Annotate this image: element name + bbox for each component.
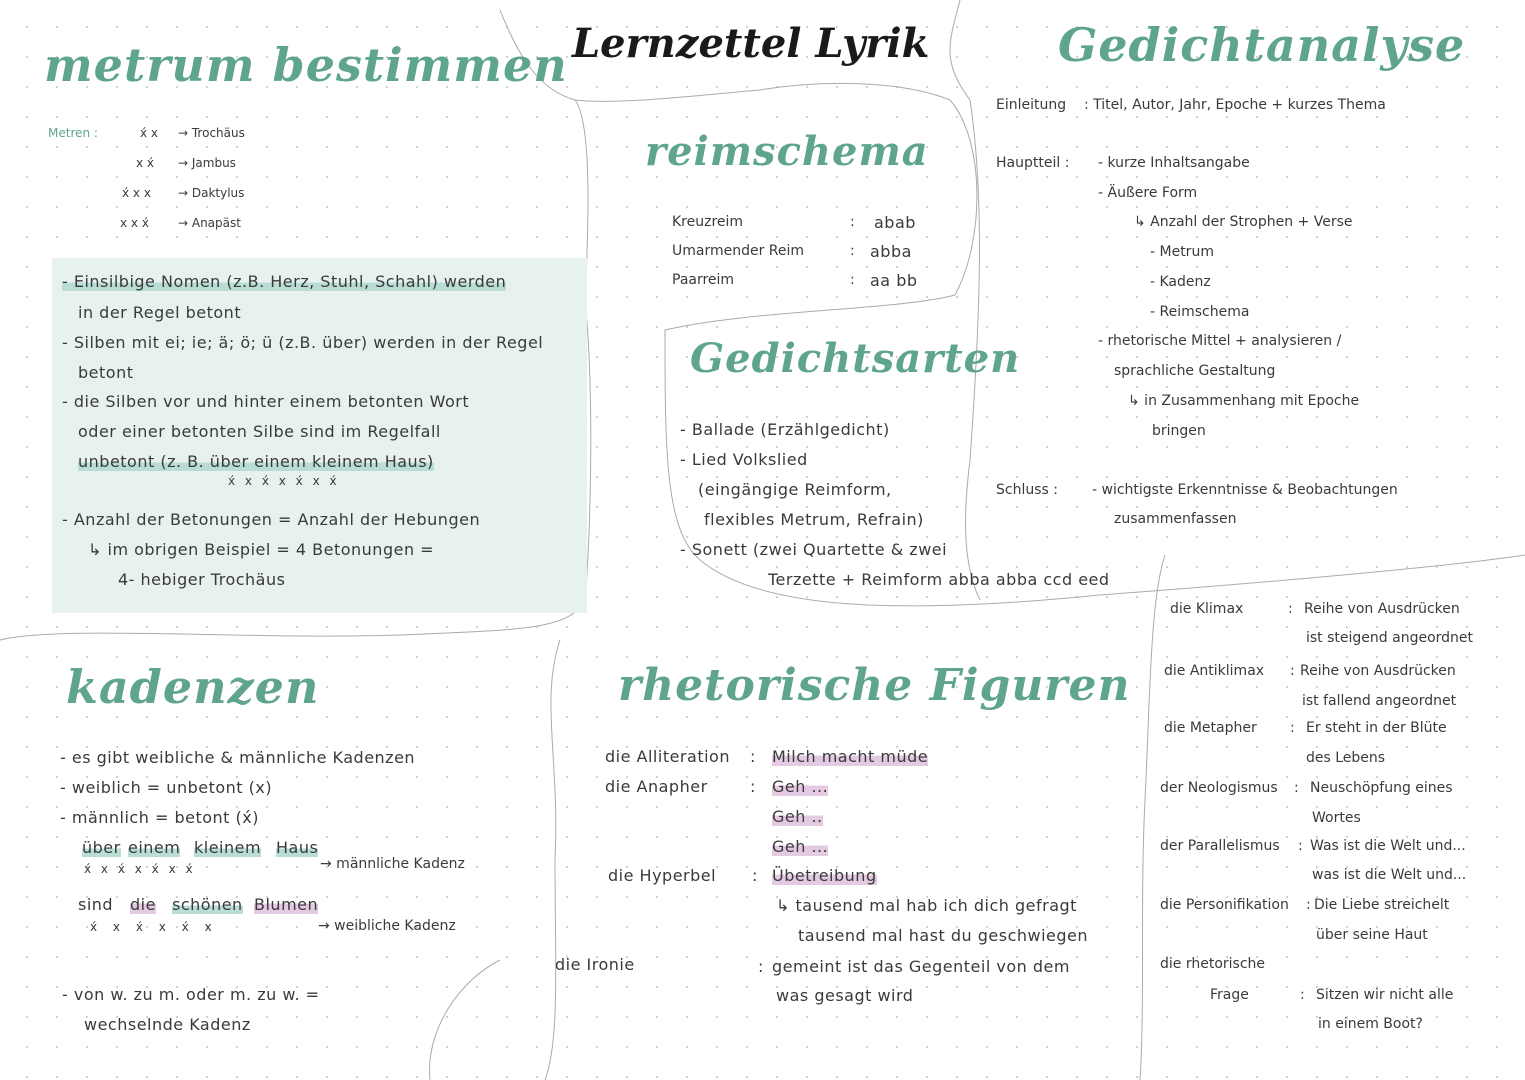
figure-example: Geh ...	[772, 837, 829, 856]
kadenz-line: - weiblich = unbetont (x)	[60, 778, 273, 797]
figure-example: Was ist die Welt und...	[1310, 838, 1466, 854]
schluss-label: Schluss :	[996, 482, 1058, 498]
rule-line: unbetont (z. B. über einem kleinem Haus)	[78, 452, 434, 471]
hebungen-line: - Anzahl der Betonungen = Anzahl der Hebungen	[62, 510, 481, 529]
rhetorik-title: rhetorische Figuren	[618, 660, 1131, 711]
gedichtsart-line: flexibles Metrum, Refrain)	[704, 510, 924, 529]
figure-sep: :	[1298, 838, 1303, 854]
figure-term: Frage	[1210, 987, 1249, 1003]
hauptteil-line: sprachliche Gestaltung	[1114, 363, 1276, 379]
hebungen-line: ↳ im obrigen Beispiel = 4 Betonungen =	[88, 540, 435, 559]
hauptteil-line: - Äußere Form	[1098, 185, 1198, 201]
figure-term: die rhetorische	[1160, 956, 1266, 972]
divider-klimax	[1140, 555, 1165, 1080]
figure-example: Sitzen wir nicht alle	[1316, 987, 1454, 1003]
reim-name: Paarreim	[672, 272, 735, 288]
figure-example: über seine Haut	[1316, 927, 1428, 943]
figure-sep: :	[1306, 897, 1311, 913]
hauptteil-line: - rhetorische Mittel + analysieren /	[1098, 333, 1342, 349]
figure-example: Geh ..	[772, 807, 823, 826]
example-word: sind	[78, 895, 114, 914]
reimschema-title: reimschema	[645, 128, 929, 175]
figure-example: was gesagt wird	[776, 986, 914, 1005]
kadenz-line: - es gibt weibliche & männliche Kadenzen	[60, 748, 416, 767]
figure-example: Er steht in der Blüte	[1306, 720, 1447, 736]
reim-scheme: aa bb	[870, 271, 918, 290]
wechsel-line: - von w. zu m. oder m. zu w. =	[62, 985, 320, 1004]
gedichtsart-line: - Sonett (zwei Quartette & zwei	[680, 540, 948, 559]
divider-gedichtanalyse	[950, 0, 980, 600]
gedichtsart-line: - Lied Volkslied	[680, 450, 808, 469]
figure-term: die Hyperbel	[608, 866, 717, 885]
figure-example: Reihe von Ausdrücken	[1304, 601, 1460, 617]
reim-sep: :	[850, 272, 855, 288]
example-word: die	[130, 895, 156, 914]
rule-line: - Silben mit ei; ie; ä; ö; ü (z.B. über) werden in der Regel	[62, 333, 544, 352]
figure-sep: :	[750, 777, 756, 796]
wechsel-line: wechselnde Kadenz	[84, 1015, 251, 1034]
metrum-name: → Daktylus	[178, 186, 245, 200]
figure-example: ist fallend angeordnet	[1302, 693, 1457, 709]
figure-term: die Metapher	[1164, 720, 1257, 736]
metrum-title: metrum bestimmen	[44, 38, 568, 92]
hebungen-line: 4- hebiger Trochäus	[118, 570, 286, 589]
figure-term: der Parallelismus	[1160, 838, 1280, 854]
figure-example: Reihe von Ausdrücken	[1300, 663, 1456, 679]
gedichtsart-line: Terzette + Reimform abba abba ccd eed	[768, 570, 1110, 589]
metrum-name: → Anapäst	[178, 216, 241, 230]
figure-term: die Klimax	[1170, 601, 1244, 617]
example-word: Haus	[276, 838, 319, 857]
example-word: Blumen	[254, 895, 319, 914]
figure-term: die Antiklimax	[1164, 663, 1265, 679]
figure-sep: :	[752, 866, 758, 885]
schluss-line: - wichtigste Erkenntnisse & Beobachtungen	[1092, 482, 1398, 498]
reim-name: Kreuzreim	[672, 214, 744, 230]
figure-sep: :	[750, 747, 756, 766]
metrum-name: → Jambus	[178, 156, 236, 170]
figure-example: Neuschöpfung eines	[1310, 780, 1453, 796]
figure-sep: :	[1294, 780, 1299, 796]
hauptteil-label: Hauptteil :	[996, 155, 1070, 171]
metrum-pattern: x x x́	[120, 216, 149, 230]
reim-name: Umarmender Reim	[672, 243, 805, 259]
figure-sep: :	[758, 957, 764, 976]
figure-example: was ist die Welt und...	[1312, 867, 1467, 883]
metren-label: Metren :	[48, 126, 98, 140]
kadenz-label: → männliche Kadenz	[320, 856, 465, 872]
divider-rhetorik	[545, 640, 560, 1080]
metrum-pattern: x́ x	[140, 126, 159, 140]
hauptteil-line: - kurze Inhaltsangabe	[1098, 155, 1250, 171]
hauptteil-line: - Metrum	[1150, 244, 1214, 260]
schluss-line: zusammenfassen	[1114, 511, 1237, 527]
reim-sep: :	[850, 214, 855, 230]
stress-marks: x́ x x́ x x́ x x́	[228, 474, 340, 488]
figure-example: Milch macht müde	[772, 747, 929, 766]
figure-example: in einem Boot?	[1318, 1016, 1423, 1032]
figure-term: die Anapher	[605, 777, 708, 796]
einleitung-text: : Titel, Autor, Jahr, Epoche + kurzes Thema	[1084, 97, 1386, 113]
figure-sep: :	[1288, 601, 1293, 617]
figure-example: gemeint ist das Gegenteil von dem	[772, 957, 1070, 976]
rule-line: oder einer betonten Silbe sind im Regelfall	[78, 422, 441, 441]
figure-sep: :	[1290, 663, 1295, 679]
figure-example: des Lebens	[1306, 750, 1386, 766]
rule-line: in der Regel betont	[78, 303, 242, 322]
reim-scheme: abab	[874, 213, 916, 232]
gedichtsart-line: - Ballade (Erzählgedicht)	[680, 420, 890, 439]
kadenz-line: - männlich = betont (x́)	[60, 808, 259, 827]
figure-example: Geh ...	[772, 777, 829, 796]
figure-example: Übetreibung	[772, 866, 877, 885]
stress-marks: x́ x x́ x x́ x x́	[84, 862, 196, 876]
page-title: Lernzettel Lyrik	[572, 20, 930, 67]
gedichtanalyse-title: Gedichtanalyse	[1058, 18, 1466, 72]
metrum-pattern: x x́	[136, 156, 155, 170]
gedichtsarten-title: Gedichtsarten	[690, 335, 1021, 382]
example-word: kleinem	[194, 838, 262, 857]
hauptteil-line: ↳ in Zusammenhang mit Epoche	[1128, 393, 1360, 409]
example-word: einem	[128, 838, 181, 857]
metrum-pattern: x́ x x	[122, 186, 151, 200]
hauptteil-line: - Reimschema	[1150, 304, 1250, 320]
figure-example: Die Liebe streichelt	[1314, 897, 1450, 913]
gedichtsart-line: (eingängige Reimform,	[698, 480, 892, 499]
reim-sep: :	[850, 243, 855, 259]
kadenzen-title: kadenzen	[66, 660, 320, 714]
rule-line: - Einsilbige Nomen (z.B. Herz, Stuhl, Schahl) werden	[62, 272, 507, 291]
figure-term: die Personifikation	[1160, 897, 1289, 913]
example-word: über	[82, 838, 121, 857]
figure-example: Wortes	[1312, 810, 1361, 826]
kadenz-label: → weibliche Kadenz	[318, 918, 456, 934]
stress-marks: x́ x x́ x x́ x	[90, 920, 218, 934]
hauptteil-line: bringen	[1152, 423, 1206, 439]
figure-example: ist steigend angeordnet	[1306, 630, 1474, 646]
figure-sep: :	[1290, 720, 1295, 736]
hauptteil-line: - Kadenz	[1150, 274, 1211, 290]
reim-scheme: abba	[870, 242, 912, 261]
figure-sep: :	[1300, 987, 1305, 1003]
figure-term: die Ironie	[555, 955, 635, 974]
figure-term: der Neologismus	[1160, 780, 1278, 796]
figure-example: tausend mal hast du geschwiegen	[798, 926, 1089, 945]
example-word: schönen	[172, 895, 243, 914]
einleitung-label: Einleitung	[996, 97, 1067, 113]
metrum-name: → Trochäus	[178, 126, 245, 140]
rule-line: - die Silben vor und hinter einem betonten Wort	[62, 392, 470, 411]
figure-example: ↳ tausend mal hab ich dich gefragt	[776, 896, 1077, 915]
rule-line: betont	[78, 363, 134, 382]
figure-term: die Alliteration	[605, 747, 730, 766]
hauptteil-line: ↳ Anzahl der Strophen + Verse	[1134, 214, 1353, 230]
divider-left-bottom	[430, 960, 500, 1080]
